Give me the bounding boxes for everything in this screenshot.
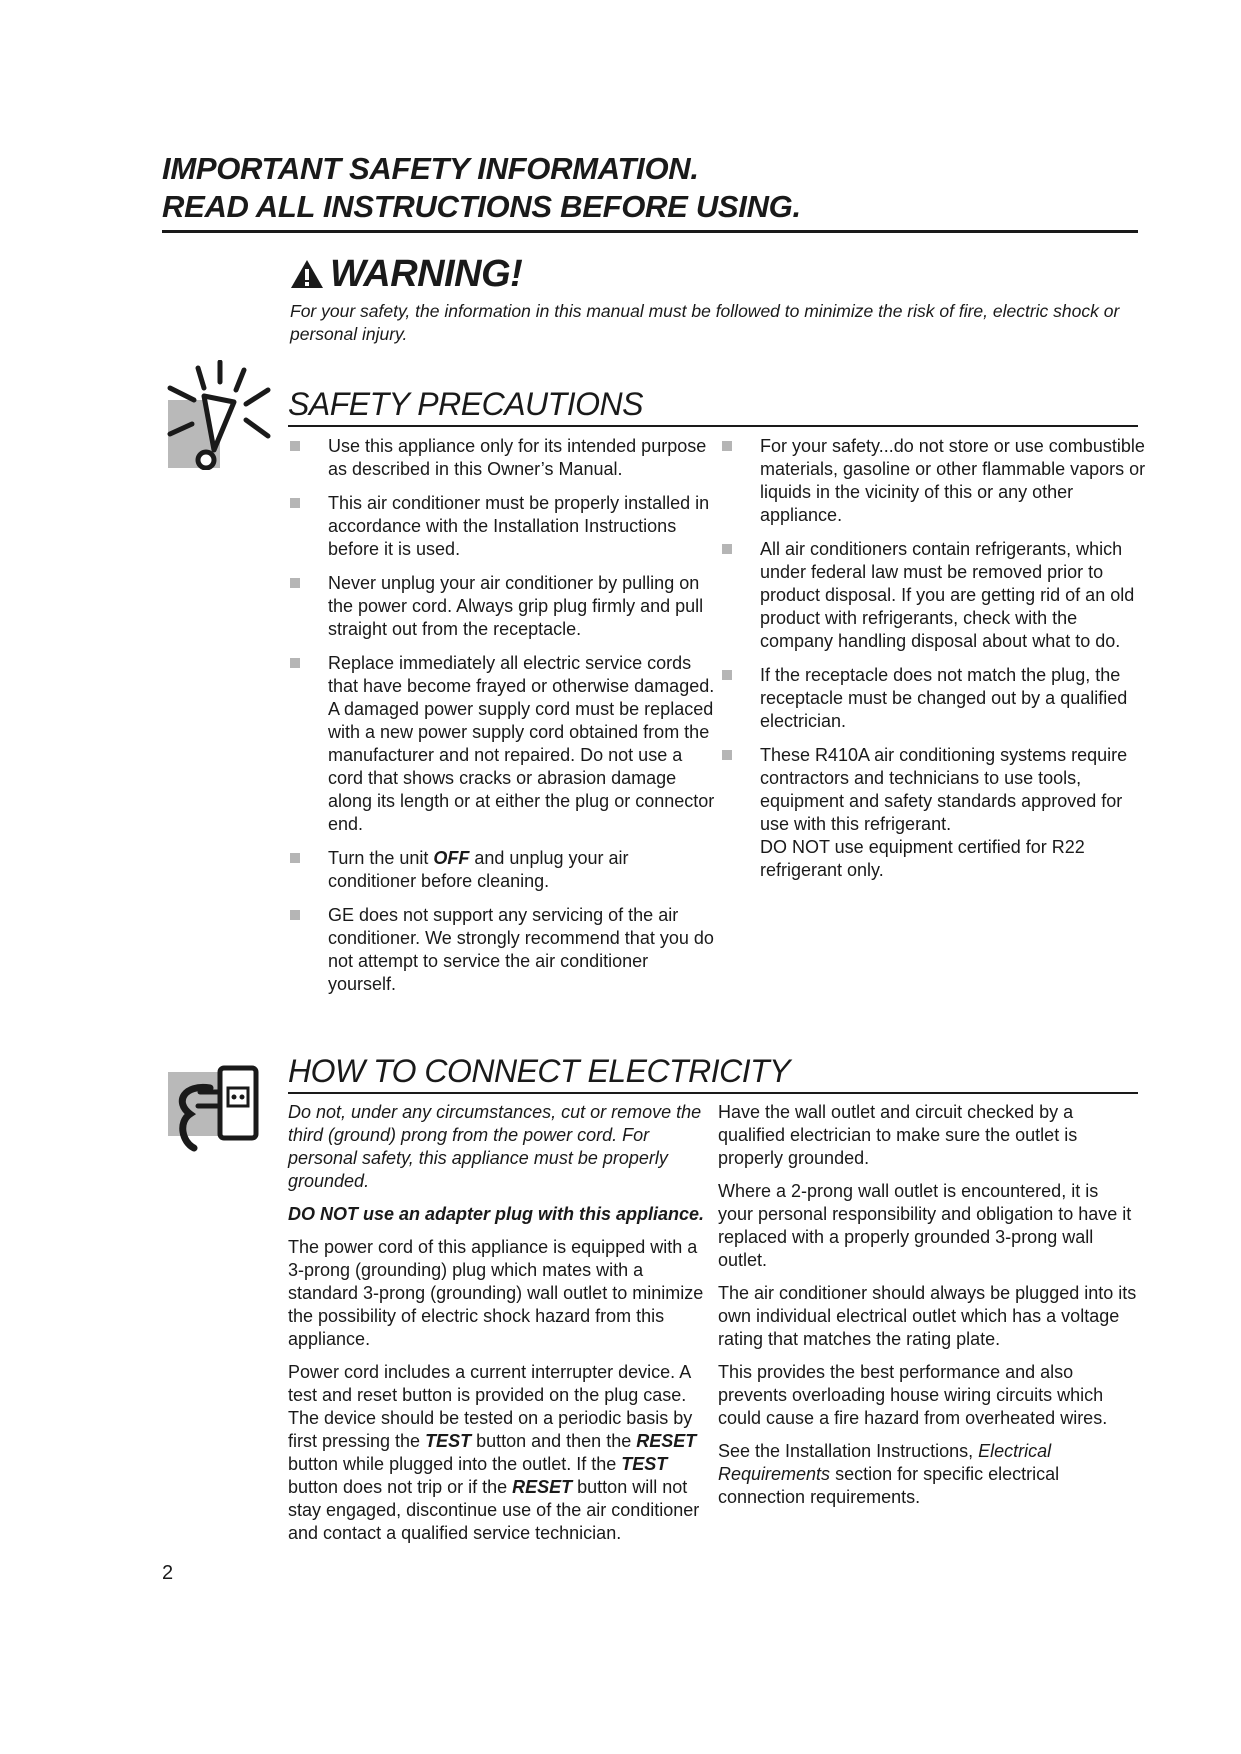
- bullet-square-icon: [722, 544, 732, 554]
- warning-text: For your safety, the information in this manual must be followed to minimize the risk of fire, electric shock or personal injury.: [290, 301, 1120, 344]
- outlet-check-paragraph: Have the wall outlet and circuit checked by a qualified electrician to make sure the outlet is properly grounded.: [718, 1102, 1078, 1168]
- bullet-square-icon: [290, 441, 300, 451]
- interrupter-paragraph: Power cord includes a current interrupter device. A test and reset button is provided on the plug case. The device should be tested on a periodic basis by first pressing the TEST button and then the RESET button while plugged into the outlet. If the TEST button does not trip or if the RESET button will not stay engaged, discontinue use of the air conditioner and contact a qualified service technician.: [288, 1362, 700, 1543]
- safety-right-column: [722, 435, 1152, 893]
- bullet-square-icon: [290, 853, 300, 863]
- list-item: Turn the unit OFF and unplug your air conditioner before cleaning.: [290, 847, 720, 893]
- safety-title-rule: [288, 425, 1138, 427]
- header-line-1: IMPORTANT SAFETY INFORMATION.: [162, 151, 699, 186]
- power-cord-paragraph: The power cord of this appliance is equipped with a 3-prong (grounding) plug which mates with a standard 3-prong (grounding) wall outlet to minimize the possibility of electric shock hazard from this appliance.: [288, 1237, 704, 1349]
- electricity-title-rule: [288, 1092, 1138, 1094]
- plug-outlet-icon: [164, 1062, 274, 1162]
- list-item: GE does not support any servicing of the air conditioner. We strongly recommend that you do not attempt to service the air conditioner yourself.: [290, 904, 720, 996]
- header-line-2: READ ALL INSTRUCTIONS BEFORE USING.: [162, 189, 801, 224]
- test-emphasis: TEST: [425, 1431, 472, 1451]
- electrical-requirements-reference: Electrical Requirements: [718, 1441, 1052, 1484]
- individual-outlet-paragraph: The air conditioner should always be plugged into its own individual electrical outlet which has a voltage rating that matches the rating plate.: [718, 1283, 1137, 1349]
- safety-precautions-title: SAFETY PRECAUTIONS: [288, 386, 643, 422]
- ground-prong-warning: Do not, under any circumstances, cut or remove the third (ground) prong from the power cord. For personal safety, this appliance must be properly grounded.: [288, 1102, 702, 1191]
- electricity-left-column: [288, 1101, 708, 1555]
- bullet-square-icon: [290, 910, 300, 920]
- page-number: 2: [162, 1562, 174, 1584]
- bullet-square-icon: [722, 750, 732, 760]
- page-header: [162, 150, 1138, 233]
- safety-left-column: [290, 435, 720, 1007]
- list-item: These R410A air conditioning systems require contractors and technicians to use tools, equipment and safety standards approved for use with this refrigerant. DO NOT use equipment certified for R22 refrigerant only.: [722, 744, 1152, 882]
- installation-reference-paragraph: See the Installation Instructions, Electrical Requirements section for specific electrical connection requirements.: [718, 1441, 1060, 1507]
- list-item: If the receptacle does not match the plug, the receptacle must be changed out by a qualified electrician.: [722, 664, 1152, 733]
- list-item: Use this appliance only for its intended purpose as described in this Owner’s Manual.: [290, 435, 720, 481]
- list-item: Never unplug your air conditioner by pulling on the power cord. Always grip plug firmly and pull straight out from the receptacle.: [290, 572, 720, 641]
- off-emphasis: OFF: [433, 848, 470, 868]
- bullet-square-icon: [722, 670, 732, 680]
- performance-paragraph: This provides the best performance and also prevents overloading house wiring circuits which could cause a fire hazard from overheated wires.: [718, 1362, 1108, 1428]
- list-item: For your safety...do not store or use combustible materials, gasoline or other flammable vapors or liquids in the vicinity of this or any other appliance.: [722, 435, 1152, 527]
- adapter-warning: DO NOT use an adapter plug with this appliance.: [288, 1204, 705, 1224]
- warning-title: WARNING!: [330, 253, 523, 295]
- list-item: This air conditioner must be properly installed in accordance with the Installation Instructions before it is used.: [290, 492, 720, 561]
- warning-block: [290, 252, 1120, 346]
- test-emphasis: TEST: [621, 1454, 668, 1474]
- bullet-square-icon: [290, 658, 300, 668]
- bullet-square-icon: [290, 498, 300, 508]
- bullet-square-icon: [290, 578, 300, 588]
- electricity-right-column: [718, 1101, 1138, 1519]
- bullet-square-icon: [722, 441, 732, 451]
- warning-heading: [290, 252, 1120, 296]
- reset-emphasis: RESET: [512, 1477, 573, 1497]
- connect-electricity-title: HOW TO CONNECT ELECTRICITY: [288, 1053, 790, 1089]
- list-item: Replace immediately all electric service cords that have become frayed or otherwise damaged. A damaged power supply cord must be replaced with a new power supply cord obtained from the manufacturer and not repaired. Do not use a cord that shows cracks or abrasion damage along its length or at either the plug or connector end.: [290, 652, 720, 836]
- list-item: All air conditioners contain refrigerants, which under federal law must be removed prior to product disposal. If you are getting rid of an old product with refrigerants, check with the company handling disposal about what to do.: [722, 538, 1152, 653]
- exclamation-hazard-icon: [164, 360, 274, 470]
- warning-triangle-icon: [290, 259, 324, 289]
- two-prong-paragraph: Where a 2-prong wall outlet is encountered, it is your personal responsibility and obligation to have it replaced with a properly grounded 3-prong wall outlet.: [718, 1181, 1132, 1270]
- reset-emphasis: RESET: [636, 1431, 697, 1451]
